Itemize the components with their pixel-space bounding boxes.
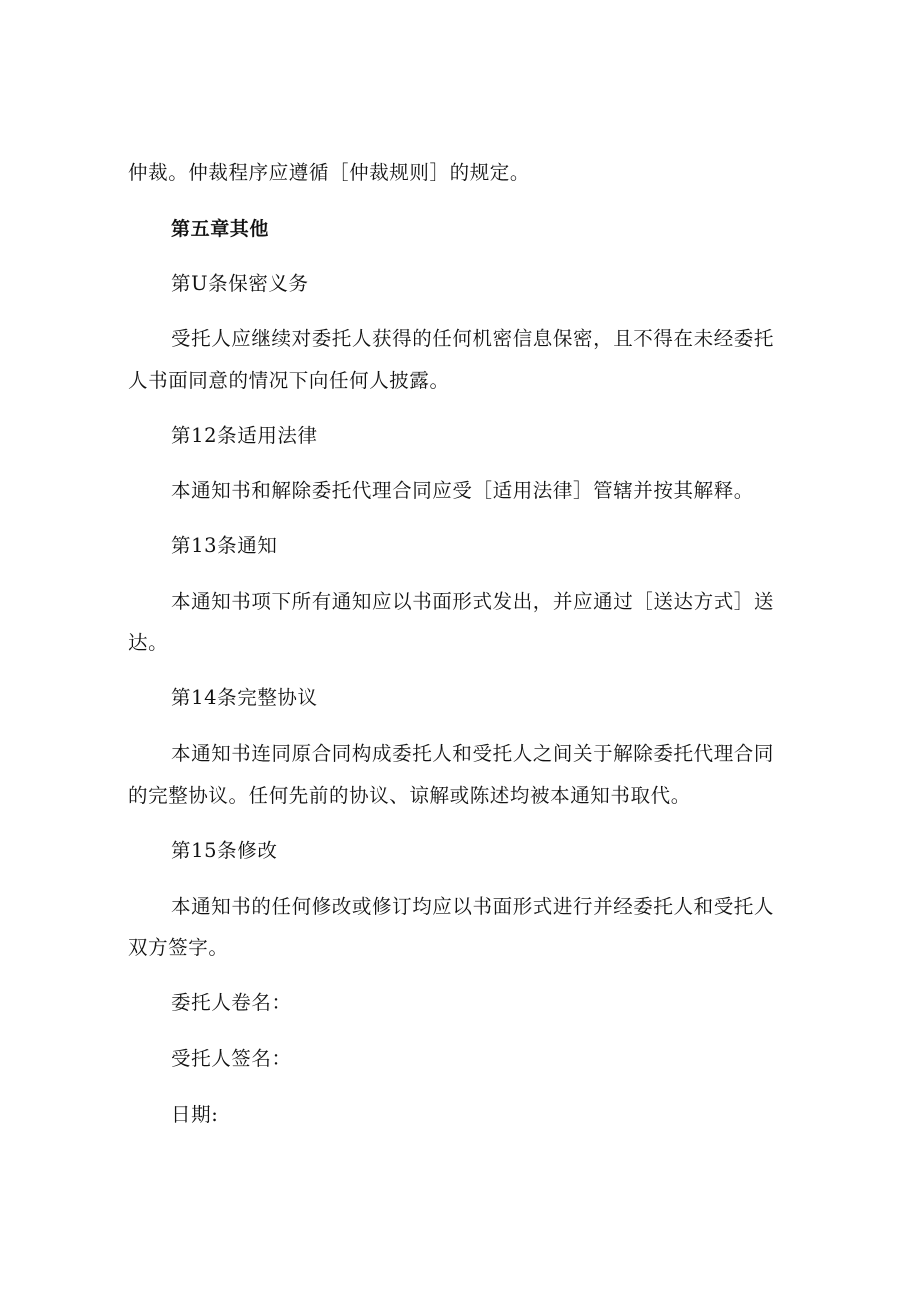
intro-line: 仲裁。仲裁程序应遵循［仲裁规则］的规定。 bbox=[128, 161, 531, 184]
article-title-governing-law: 第12条适用法律 bbox=[171, 424, 318, 447]
article-body-line: 本通知书项下所有通知应以书面形式发出，并应通过［送达方式］送 bbox=[171, 590, 775, 613]
article-title-notice: 第13条通知 bbox=[171, 534, 278, 557]
article-title-entire-agreement: 第14条完整协议 bbox=[171, 686, 318, 709]
agent-signature-label: 受托人签名： bbox=[171, 1047, 292, 1070]
article-body-line: 双方签字。 bbox=[128, 936, 229, 959]
article-body-line: 受托人应继续对委托人获得的任何机密信息保密，且不得在未经委托 bbox=[171, 327, 775, 350]
chapter-title: 第五章其他 bbox=[171, 218, 270, 240]
article-body-line: 达。 bbox=[128, 631, 169, 654]
principal-signature-label: 委托人卷名： bbox=[171, 991, 292, 1014]
date-label: 日期: bbox=[171, 1103, 219, 1126]
article-body-line: 人书面同意的情况下向任何人披露。 bbox=[128, 369, 450, 392]
article-title-confidentiality: 第U条保密义务 bbox=[171, 272, 309, 295]
article-body-line: 本通知书的任何修改或修订均应以书面形式进行并经委托人和受托人 bbox=[171, 895, 775, 918]
article-body-line: 本通知书连同原合同构成委托人和受托人之间关于解除委托代理合同 bbox=[171, 742, 775, 765]
article-body-line: 的完整协议。任何先前的协议、谅解或陈述均被本通知书取代。 bbox=[128, 784, 691, 807]
article-title-amendment: 第15条修改 bbox=[171, 839, 278, 862]
article-body-line: 本通知书和解除委托代理合同应受［适用法律］管辖并按其解释。 bbox=[171, 479, 754, 502]
